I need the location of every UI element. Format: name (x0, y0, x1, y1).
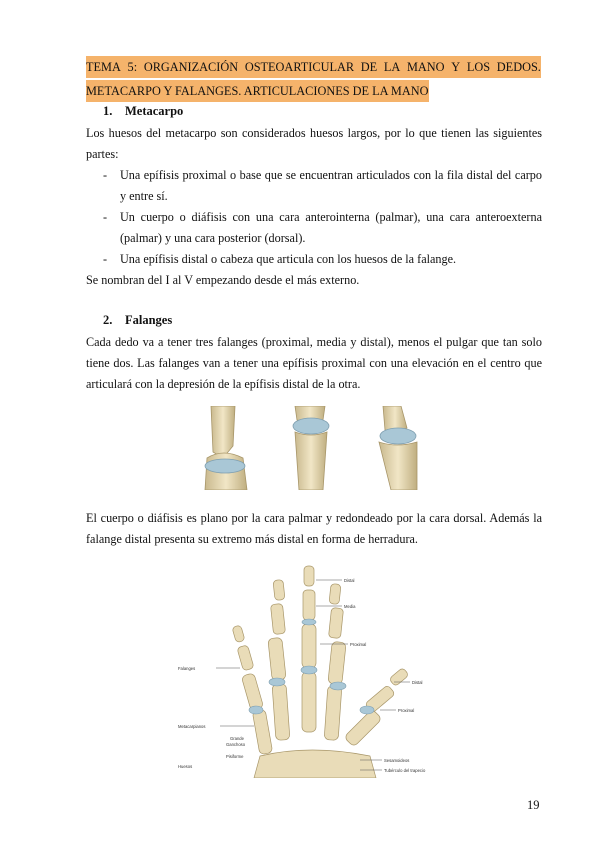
label-media: Media (344, 604, 356, 609)
section-heading-falanges (103, 313, 172, 328)
title-word: DE (360, 60, 378, 74)
label-metacarpianos: Metacarpianos (178, 724, 206, 729)
label-proximal-thumb: Proximal (398, 708, 415, 713)
label-sesamoideos: Sesamoideos (384, 758, 410, 763)
title-word: DEDOS. (496, 60, 541, 74)
label-huesos: Huesos (178, 764, 193, 769)
label-proximal: Proximal (350, 642, 367, 647)
list-item: - Una epífisis proximal o base que se encuentran articulados con la fila distal del carpo y entre sí. (86, 165, 542, 207)
title-word: 5: (127, 60, 138, 74)
section-heading-metacarpo (103, 104, 183, 119)
metacarpo-closing: Se nombran del I al V empezando desde el más externo. (86, 273, 360, 287)
title-word: OSTEOARTICULAR (244, 60, 355, 74)
label-grande: Grande (230, 736, 244, 741)
label-pisiforme: Pisiforme (226, 754, 244, 759)
title-word: ORGANIZACIÓN (143, 60, 239, 74)
section-title: Metacarpo (125, 104, 184, 118)
list-item: - Un cuerpo o diáfisis con una cara anterointerna (palmar), una cara anteroexterna (palmar) y una cara posterior (dorsal). (86, 207, 542, 249)
document-title (86, 56, 541, 102)
section-number: 1. (103, 104, 113, 118)
metacarpo-intro: Los huesos del metacarpo son considerados huesos largos, por lo que tienen las siguientes partes: (86, 126, 542, 161)
joint-middle (293, 406, 329, 490)
label-ganchoso: Ganchoso (226, 742, 246, 747)
title-word: LOS (466, 60, 491, 74)
hand-skeleton-illustration (170, 560, 440, 778)
label-distal: Distal (344, 578, 355, 583)
joint-illustration (203, 406, 433, 490)
list-item: - Una epífisis distal o cabeza que articula con los huesos de la falange. (86, 249, 542, 270)
title-word: MANO (406, 60, 445, 74)
joint-right (379, 406, 417, 490)
title-word: Y (451, 60, 461, 74)
joint-left (205, 406, 247, 490)
metacarpo-parts-list (86, 165, 542, 270)
page-number: 19 (527, 798, 540, 812)
label-distal-thumb: Distal (412, 680, 423, 685)
title-word: LA (383, 60, 401, 74)
section-number: 2. (103, 313, 113, 327)
title-line-2: METACARPO Y FALANGES. ARTICULACIONES DE LA MANO (86, 80, 429, 102)
title-line-1 (86, 56, 541, 78)
falanges-paragraph-2: El cuerpo o diáfisis es plano por la cara palmar y redondeado por la cara dorsal. Además la falange distal presenta su extremo más distal en forma de herradura. (86, 511, 542, 546)
falanges-paragraph-1: Cada dedo va a tener tres falanges (proximal, media y distal), menos el pulgar que tan solo tiene dos. Las falanges van a tener una epífisis proximal con una elevación en el centro que articulará con la depresión de la epífisis distal de la otra. (86, 335, 542, 391)
label-falanges: Falanges (178, 666, 196, 671)
title-word: TEMA (86, 60, 121, 74)
label-tuberculo: Tubérculo del trapecio (384, 768, 426, 773)
section-title: Falanges (125, 313, 173, 327)
